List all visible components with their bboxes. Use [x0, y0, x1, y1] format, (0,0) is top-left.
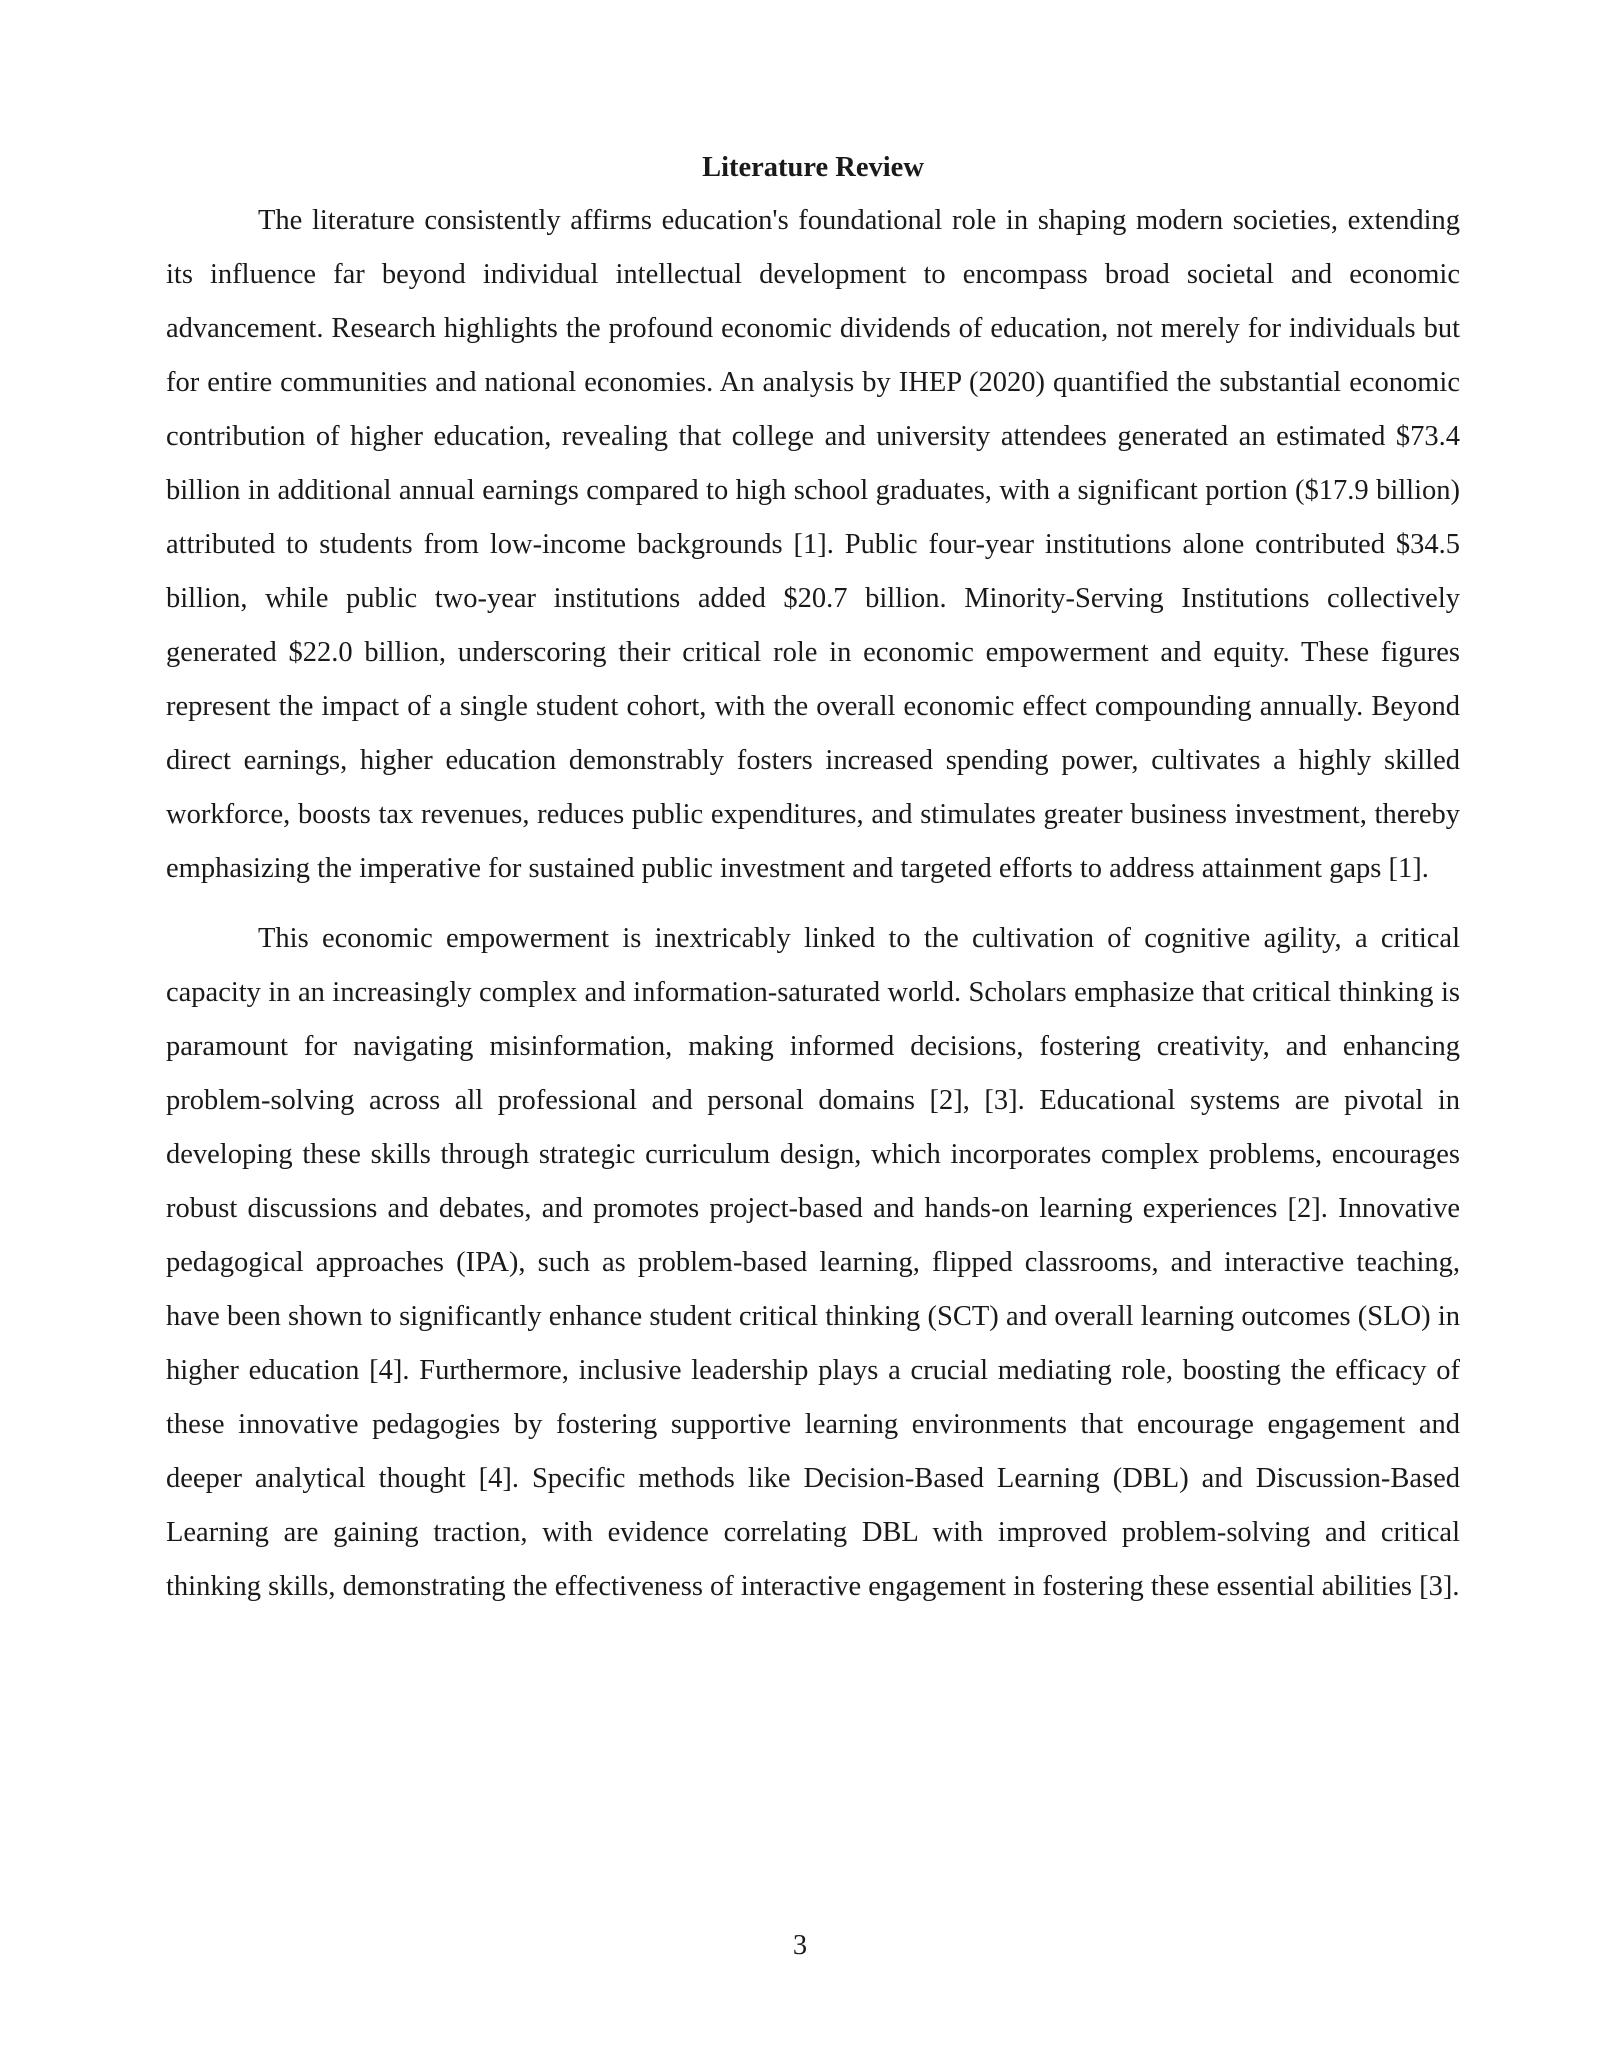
page-number: 3 — [792, 1930, 808, 1961]
body-paragraph-1: The literature consistently affirms education's foundational role in shaping modern societies, extending its influence far beyond individual intellectual development to encompass broad societal and economic advancement. Research highlights the profound economic dividends of education, not merely for individuals but for entire communities and national economies. An analysis by IHEP (2020) quantified the substantial economic contribution of higher education, revealing that college and university attendees generated an estimated $73.4 billion in additional annual earnings compared to high school graduates, with a significant portion ($17.9 billion) attributed to students from low-income backgrounds [1]. Public four-year institutions alone contributed $34.5 billion, while public two-year institutions added $20.7 billion. Minority-Serving Institutions collectively generated $22.0 billion, underscoring their critical role in economic empowerment and equity. These figures represent the impact of a single student cohort, with the overall economic effect compounding annually. Beyond direct earnings, higher education demonstrably fosters increased spending power, cultivates a highly skilled workforce, boosts tax revenues, reduces public expenditures, and stimulates greater business investment, thereby emphasizing the imperative for sustained public investment and targeted efforts to address attainment gaps [1]. — [166, 205, 1460, 884]
section-heading: Literature Review — [702, 152, 924, 183]
page-content — [166, 142, 1460, 1614]
body-paragraph-2: This economic empowerment is inextricably linked to the cultivation of cognitive agility, a critical capacity in an increasingly complex and information-saturated world. Scholars emphasize that critical thinking is paramount for navigating misinformation, making informed decisions, fostering creativity, and enhancing problem-solving across all professional and personal domains [2], [3]. Educational systems are pivotal in developing these skills through strategic curriculum design, which incorporates complex problems, encourages robust discussions and debates, and promotes project-based and hands-on learning experiences [2]. Innovative pedagogical approaches (IPA), such as problem-based learning, flipped classrooms, and interactive teaching, have been shown to significantly enhance student critical thinking (SCT) and overall learning outcomes (SLO) in higher education [4]. Furthermore, inclusive leadership plays a crucial mediating role, boosting the efficacy of these innovative pedagogies by fostering supportive learning environments that encourage engagement and deeper analytical thought [4]. Specific methods like Decision-Based Learning (DBL) and Discussion-Based Learning are gaining traction, with evidence correlating DBL with improved problem-solving and critical thinking skills, demonstrating the effectiveness of interactive engagement in fostering these essential abilities [3]. — [166, 923, 1460, 1602]
